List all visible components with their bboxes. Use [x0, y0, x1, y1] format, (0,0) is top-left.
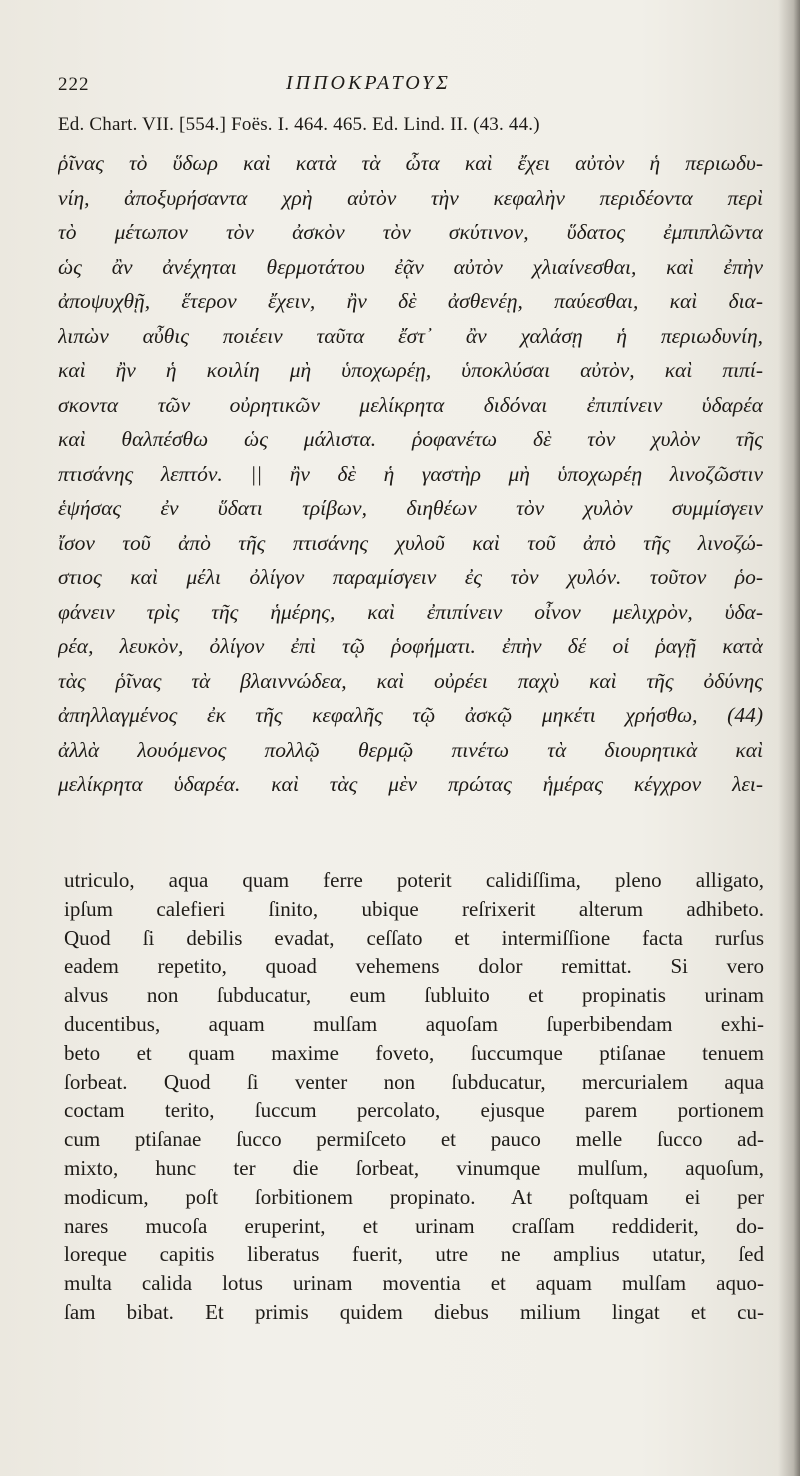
greek-text-line: φάνειν τρὶς τῆς ἡμέρης, καὶ ἐπιπίνειν οἶνον μελιχρὸν, ὑδα-	[58, 599, 763, 624]
edition-reference-line: Ed. Chart. VII. [554.] Foës. I. 464. 465. Ed. Lind. II. (43. 44.)	[58, 114, 540, 135]
running-head: ΙΠΠΟΚΡΑΤΟΥΣ	[286, 72, 451, 94]
latin-text-line: coctam terito, ſuccum percolato, ejusque parem portionem	[64, 1098, 764, 1123]
greek-text-line: νίη, ἀποξυρήσαντα χρὴ αὐτὸν τὴν κεφαλὴν περιδέοντα περὶ	[58, 185, 763, 210]
greek-text-block	[58, 146, 763, 802]
greek-text-line: τὰς ῥῖνας τὰ βλαιννώδεα, καὶ οὐρέει παχὺ καὶ τῆς ὀδύνης	[58, 668, 763, 693]
latin-text-line: nares mucoſa eruperint, et urinam craſſam reddiderit, do-	[64, 1213, 764, 1238]
latin-text-line: mixto, hunc ter die ſorbeat, vinumque mulſum, aquoſum,	[64, 1155, 764, 1180]
greek-text-line: τὸ μέτωπον τὸν ἀσκὸν τὸν σκύτινον, ὕδατος ἐμπιπλῶντα	[58, 220, 763, 244]
page-header	[58, 74, 758, 102]
latin-text-line: ipſum calefieri ſinito, ubique reſrixerit alterum adhibeto.	[64, 896, 764, 921]
greek-text-line: ἀπηλλαγμένος ἐκ τῆς κεφαλῆς τῷ ἀσκῷ μηκέτι χρήσθω, (44)	[58, 703, 763, 727]
greek-text-line: καὶ ἢν ἡ κοιλίη μὴ ὑποχωρέῃ, ὑποκλύσαι αὐτὸν, καὶ πιπί-	[58, 358, 763, 382]
latin-text-line: multa calida lotus urinam moventia et aquam mulſam aquo-	[64, 1271, 764, 1296]
latin-text-line: alvus non ſubducatur, eum ſubluito et propinatis urinam	[64, 983, 764, 1008]
page-gutter-shadow	[778, 0, 800, 1476]
greek-text-line: καὶ θαλπέσθω ὡς μάλιστα. ῥοφανέτω δὲ τὸν χυλὸν τῆς	[58, 427, 763, 451]
latin-text-line: eadem repetito, quoad vehemens dolor remittat. Si vero	[64, 954, 764, 979]
greek-text-line: πτισάνης λεπτόν. || ἢν δὲ ἡ γαστὴρ μὴ ὑποχωρέῃ λινοζῶστιν	[58, 461, 763, 486]
greek-text-line: ῥῖνας τὸ ὕδωρ καὶ κατὰ τὰ ὦτα καὶ ἔχει αὐτὸν ἡ περιωδυ-	[58, 151, 763, 175]
latin-text-line: modicum, poſt ſorbitionem propinato. At poſtquam ei per	[64, 1184, 764, 1209]
latin-text-line: utriculo, aqua quam ferre poterit calidiſſima, pleno alligato,	[64, 868, 764, 892]
latin-text-line: beto et quam maxime foveto, ſuccumque ptiſanae tenuem	[64, 1040, 764, 1065]
greek-text-line: στιος καὶ μέλι ὀλίγον παραμίσγειν ἐς τὸν χυλόν. τοῦτον ῥο-	[58, 565, 763, 589]
greek-text-line: ἀποψυχθῇ, ἕτερον ἔχειν, ἢν δὲ ἀσθενέῃ, παύεσθαι, καὶ δια-	[58, 289, 763, 313]
latin-text-line: ducentibus, aquam mulſam aquoſam ſuperbibendam exhi-	[64, 1011, 764, 1036]
latin-text-line: ſorbeat. Quod ſi venter non ſubducatur, mercurialem aqua	[64, 1069, 764, 1094]
latin-text-line: ſam bibat. Et primis quidem diebus milium lingat et cu-	[64, 1299, 764, 1324]
greek-text-line: ὡς ἂν ἀνέχηται θερμοτάτου ἐᾷν αὐτὸν χλιαίνεσθαι, καὶ ἐπὴν	[58, 254, 763, 279]
greek-text-line: λιπὼν αὖθις ποιέειν ταῦτα ἔστ᾽ ἂν χαλάσῃ ἡ περιωδυνίη,	[58, 323, 763, 348]
greek-text-line: μελίκρητα ὑδαρέα. καὶ τὰς μὲν πρώτας ἡμέρας κέγχρον λει-	[58, 772, 763, 796]
latin-translation-block	[64, 866, 764, 1327]
page-number: 222	[58, 74, 90, 95]
greek-text-line: ρέα, λευκὸν, ὀλίγον ἐπὶ τῷ ῥοφήματι. ἐπὴν δέ οἱ ῥαγῇ κατὰ	[58, 634, 763, 658]
latin-text-line: loreque capitis liberatus fuerit, utre ne amplius utatur, ſed	[64, 1242, 764, 1267]
latin-text-line: cum ptiſanae ſucco permiſceto et pauco melle ſucco ad-	[64, 1127, 764, 1152]
greek-text-line: ἑψήσας ἐν ὕδατι τρίβων, διηθέων τὸν χυλὸν συμμίσγειν	[58, 496, 763, 520]
greek-text-line: σκοντα τῶν οὐρητικῶν μελίκρητα διδόναι ἐπιπίνειν ὑδαρέα	[58, 392, 763, 417]
greek-text-line: ἀλλὰ λουόμενος πολλῷ θερμῷ πινέτω τὰ διουρητικὰ καὶ	[58, 737, 763, 762]
latin-text-line: Quod ſi debilis evadat, ceſſato et intermiſſione facta rurſus	[64, 925, 764, 950]
greek-text-line: ἴσον τοῦ ἀπὸ τῆς πτισάνης χυλοῦ καὶ τοῦ ἀπὸ τῆς λινοζώ-	[58, 530, 763, 555]
